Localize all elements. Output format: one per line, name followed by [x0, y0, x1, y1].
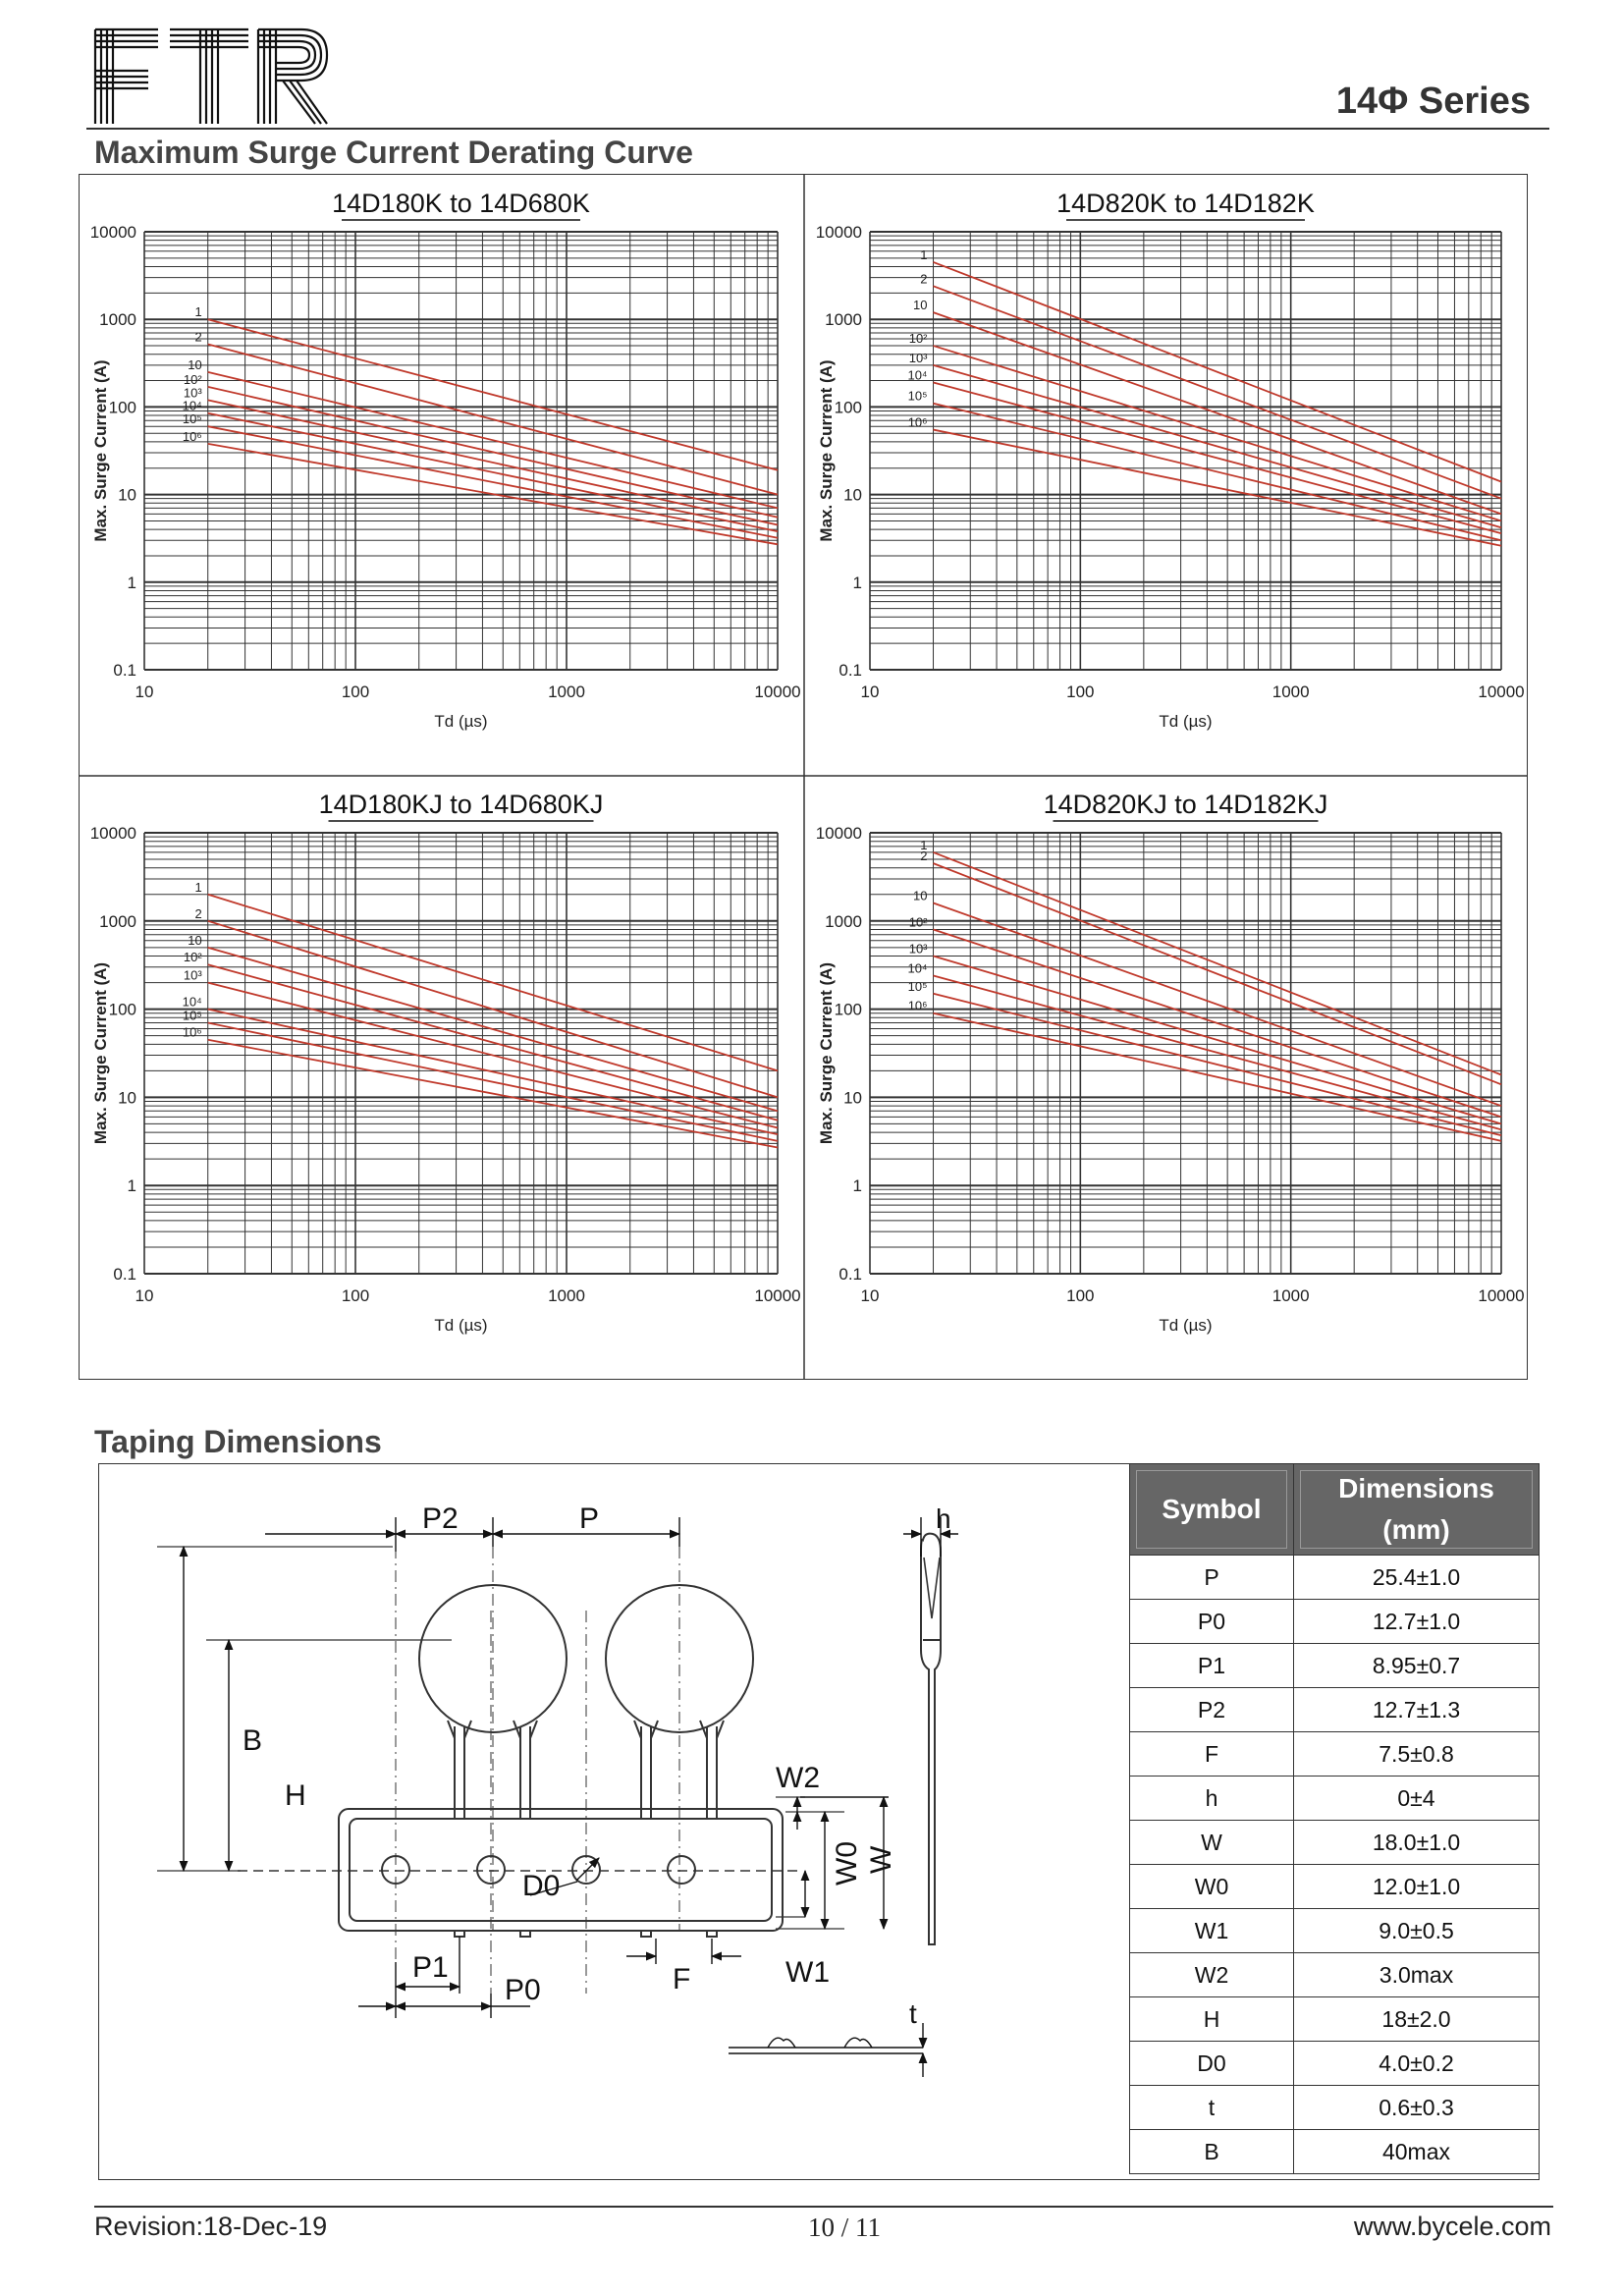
table-row: [1130, 1997, 1540, 2042]
y-axis-label: Max. Surge Current (A): [817, 961, 836, 1145]
y-tick-label: 1000: [825, 911, 862, 931]
series-line: [934, 863, 1501, 1084]
x-tick-label: 10: [135, 683, 154, 701]
series-label: 10³: [908, 941, 928, 957]
series-label: 10⁶: [907, 414, 928, 430]
series-label: 10⁵: [182, 1008, 202, 1023]
series-line: [934, 286, 1501, 498]
derating-chart-1: [81, 177, 802, 774]
page-number: 10 / 11: [808, 2213, 881, 2242]
y-tick-label: 0.1: [113, 1265, 136, 1284]
symbol-cell: D0: [1130, 2042, 1294, 2086]
series-line: [934, 957, 1501, 1124]
y-tick-label: 100: [108, 1000, 136, 1019]
series-label: 10⁴: [907, 367, 928, 383]
logo-text: FTR: [93, 27, 95, 28]
label-p2: P2: [422, 1503, 459, 1535]
y-axis-label: Max. Surge Current (A): [817, 359, 836, 542]
series-line: [208, 1023, 778, 1141]
label-p: P: [579, 1503, 600, 1535]
value-cell: 7.5±0.8: [1294, 1732, 1540, 1777]
series-label: 10⁵: [182, 411, 202, 427]
chart-grid: [144, 833, 778, 1274]
table-row: [1130, 1556, 1540, 1600]
y-tick-label: 10: [843, 485, 862, 505]
chart-grid: [870, 833, 1501, 1274]
table-row: [1130, 2042, 1540, 2086]
y-tick-label: 0.1: [839, 661, 862, 680]
series-line: [934, 404, 1501, 541]
value-cell: 25.4±1.0: [1294, 1556, 1540, 1600]
derating-chart-4: [806, 778, 1526, 1378]
y-tick-label: 1000: [825, 310, 862, 330]
symbol-cell: W2: [1130, 1953, 1294, 1997]
header-divider: [86, 128, 1549, 130]
series-label: 10³: [183, 967, 202, 983]
y-tick-label: 1: [852, 1176, 862, 1196]
chart-grid: [144, 232, 778, 670]
series-label: 10⁴: [907, 960, 928, 976]
table-row: [1130, 2086, 1540, 2130]
label-d0: D0: [522, 1870, 561, 1902]
value-cell: 18±2.0: [1294, 1997, 1540, 2042]
series-label: 10⁵: [907, 388, 928, 404]
table-row: [1130, 1777, 1540, 1821]
derating-chart-2: [806, 177, 1526, 774]
series-label: 2: [920, 271, 928, 287]
series-title: 14Φ Series: [1335, 81, 1531, 122]
value-cell: 12.0±1.0: [1294, 1865, 1540, 1909]
series-label: 1: [194, 879, 202, 895]
symbol-cell: P1: [1130, 1644, 1294, 1688]
label-p0: P0: [505, 1974, 541, 2006]
y-tick-label: 0.1: [839, 1265, 862, 1284]
x-tick-label: 100: [1066, 683, 1095, 701]
series-label: 10⁶: [182, 1024, 202, 1040]
x-axis-label: Td (µs): [1159, 1316, 1213, 1335]
y-tick-label: 1000: [99, 911, 136, 931]
symbol-cell: H: [1130, 1997, 1294, 2042]
x-tick-label: 100: [341, 683, 370, 701]
derating-chart-3: [81, 778, 802, 1378]
x-tick-label: 10000: [754, 1286, 801, 1305]
series-line: [934, 975, 1501, 1129]
value-cell: 0.6±0.3: [1294, 2086, 1540, 2130]
series-line: [934, 902, 1501, 1106]
y-tick-label: 10000: [815, 223, 862, 242]
table-row: [1130, 1821, 1540, 1865]
symbol-cell: W1: [1130, 1909, 1294, 1953]
y-tick-label: 10000: [89, 824, 136, 843]
y-tick-label: 1: [127, 573, 136, 592]
value-cell: 18.0±1.0: [1294, 1821, 1540, 1865]
chart-title: 14D180KJ to 14D680KJ: [318, 790, 604, 819]
x-axis-label: Td (µs): [1159, 712, 1213, 731]
series-line: [934, 383, 1501, 534]
y-tick-label: 10000: [815, 824, 862, 843]
symbol-cell: h: [1130, 1777, 1294, 1821]
series-label: 10⁵: [907, 978, 928, 994]
value-cell: 40max: [1294, 2130, 1540, 2174]
chart-title: 14D180K to 14D680K: [332, 189, 590, 218]
y-tick-label: 0.1: [113, 661, 136, 680]
label-w1: W1: [785, 1956, 830, 1989]
value-cell: 12.7±1.3: [1294, 1688, 1540, 1732]
label-w: W: [865, 1845, 897, 1874]
symbol-header: [1130, 1464, 1294, 1556]
symbol-cell: t: [1130, 2086, 1294, 2130]
y-axis-label: Max. Surge Current (A): [91, 961, 110, 1145]
series-label: 10: [913, 888, 928, 903]
ftr-logo: [93, 27, 329, 126]
table-header-row: [1130, 1464, 1540, 1556]
y-tick-label: 10000: [89, 223, 136, 242]
label-f: F: [673, 1963, 691, 1995]
series-line: [934, 312, 1501, 514]
series-label: 10³: [908, 350, 928, 365]
x-tick-label: 100: [1066, 1286, 1095, 1305]
series-label: 10: [188, 356, 202, 372]
series-label: 1: [920, 246, 928, 262]
x-axis-label: Td (µs): [434, 712, 488, 731]
y-tick-label: 10: [118, 485, 136, 505]
table-row: [1130, 1732, 1540, 1777]
symbol-cell: B: [1130, 2130, 1294, 2174]
y-tick-label: 10: [843, 1088, 862, 1108]
value-cell: 0±4: [1294, 1777, 1540, 1821]
series-label: 10³: [183, 385, 202, 401]
series-label: 10: [188, 932, 202, 948]
symbol-cell: P: [1130, 1556, 1294, 1600]
y-axis-label: Max. Surge Current (A): [91, 359, 110, 542]
value-cell: 8.95±0.7: [1294, 1644, 1540, 1688]
series-line: [934, 1013, 1501, 1141]
x-tick-label: 100: [341, 1286, 370, 1305]
series-label: 10⁴: [182, 398, 202, 413]
x-tick-label: 10000: [1478, 1286, 1525, 1305]
dimensions-header-unit: (mm): [1382, 1514, 1450, 1545]
label-h: H: [285, 1779, 306, 1812]
series-label: 10⁶: [182, 428, 202, 444]
dimensions-header-label: Dimensions: [1338, 1473, 1494, 1503]
series-label: 1: [920, 837, 928, 852]
table-row: [1130, 1644, 1540, 1688]
x-tick-label: 1000: [1271, 683, 1310, 701]
x-axis-label: Td (µs): [434, 1316, 488, 1335]
y-tick-label: 10: [118, 1088, 136, 1108]
dimensions-table: [1129, 1463, 1540, 2174]
series-line: [208, 948, 778, 1111]
chart-title: 14D820KJ to 14D182KJ: [1043, 790, 1328, 819]
label-w0: W0: [831, 1841, 863, 1886]
value-cell: 4.0±0.2: [1294, 2042, 1540, 2086]
x-tick-label: 10: [860, 1286, 880, 1305]
y-tick-label: 100: [834, 1000, 862, 1019]
table-row: [1130, 1953, 1540, 1997]
x-tick-label: 10: [135, 1286, 154, 1305]
label-t: t: [909, 1998, 917, 2029]
series-label: 10⁶: [907, 998, 928, 1013]
series-label: 10: [913, 298, 928, 313]
x-tick-label: 10: [860, 683, 880, 701]
series-label: 10²: [908, 914, 928, 930]
series-label: 10²: [183, 371, 202, 387]
series-label: 10²: [908, 331, 928, 347]
y-tick-label: 100: [108, 398, 136, 417]
series-line: [934, 994, 1501, 1135]
series-label: 2: [194, 905, 202, 921]
y-tick-label: 1: [852, 573, 862, 592]
y-tick-label: 100: [834, 398, 862, 417]
symbol-cell: P2: [1130, 1688, 1294, 1732]
series-label: 2: [920, 848, 928, 864]
x-tick-label: 1000: [548, 1286, 585, 1305]
series-line: [934, 852, 1501, 1075]
series-label: 2: [194, 329, 202, 345]
taping-diagram: [98, 1463, 1129, 2180]
series-line: [208, 372, 778, 509]
table-row: [1130, 1600, 1540, 1644]
series-label: 10²: [183, 950, 202, 965]
derating-section-title: Maximum Surge Current Derating Curve: [94, 135, 693, 170]
x-tick-label: 10000: [1478, 683, 1525, 701]
series-line: [208, 319, 778, 470]
x-tick-label: 1000: [548, 683, 585, 701]
series-label: 1: [194, 304, 202, 320]
taping-section-title: Taping Dimensions: [94, 1424, 382, 1459]
dimensions-header: [1294, 1464, 1540, 1556]
label-b: B: [243, 1724, 263, 1757]
symbol-header-label: Symbol: [1162, 1494, 1262, 1524]
table-row: [1130, 2130, 1540, 2174]
symbol-cell: W: [1130, 1821, 1294, 1865]
label-h-small: h: [936, 1503, 951, 1534]
value-cell: 3.0max: [1294, 1953, 1540, 1997]
table-row: [1130, 1909, 1540, 1953]
table-row: [1130, 1865, 1540, 1909]
symbol-cell: W0: [1130, 1865, 1294, 1909]
table-row: [1130, 1688, 1540, 1732]
footer-divider: [94, 2206, 1553, 2208]
x-tick-label: 1000: [1271, 1286, 1310, 1305]
chart-title: 14D820K to 14D182K: [1056, 189, 1315, 218]
label-p1: P1: [412, 1951, 449, 1984]
value-cell: 12.7±1.0: [1294, 1600, 1540, 1644]
revision-text: Revision:18-Dec-19: [94, 2212, 328, 2241]
x-tick-label: 10000: [754, 683, 801, 701]
y-tick-label: 1000: [99, 310, 136, 330]
value-cell: 9.0±0.5: [1294, 1909, 1540, 1953]
series-label: 10⁴: [182, 994, 202, 1010]
symbol-cell: P0: [1130, 1600, 1294, 1644]
label-w2: W2: [776, 1762, 820, 1794]
website-link[interactable]: www.bycele.com: [1353, 2212, 1551, 2241]
symbol-cell: F: [1130, 1732, 1294, 1777]
y-tick-label: 1: [127, 1176, 136, 1196]
